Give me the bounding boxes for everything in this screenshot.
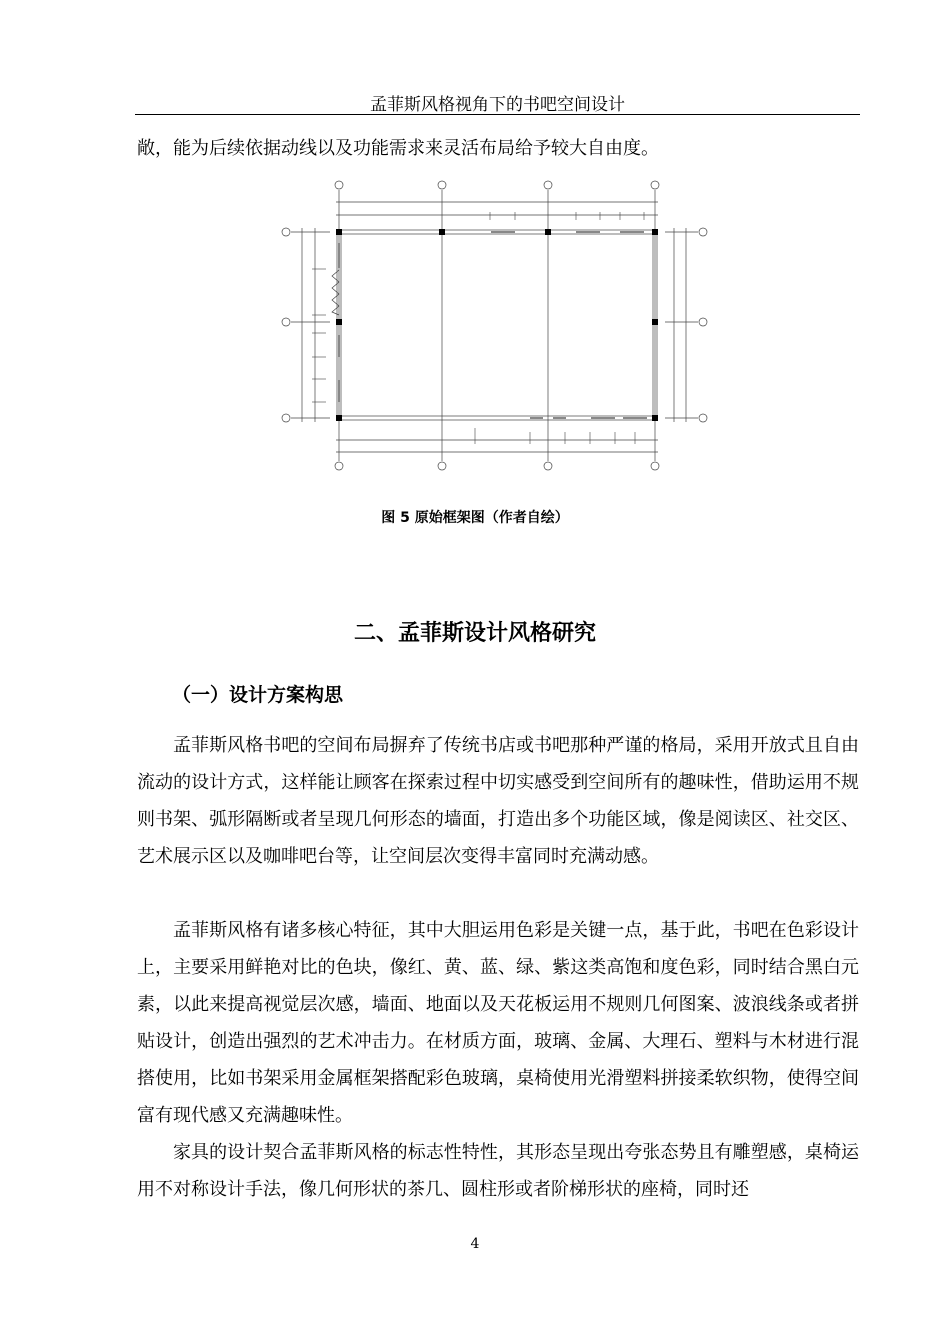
page-number: 4 [470,1236,480,1252]
paragraph-2: 孟菲斯风格有诸多核心特征，其中大胆运用色彩是关键一点，基于此，书吧在色彩设计上，主要采用鲜艳对比的色块，像红、黄、蓝、绿、紫这类高饱和度色彩，同时结合黑白元素，以此来提高视觉层次感，墙面、地面以及天花板运用不规则几何图案、波浪线条或者拼贴设计，创造出强烈的艺术冲击力。在材质方面，玻璃、金属、大理石、塑料与木材进行混搭使用，比如书架采用金属框架搭配彩色玻璃，桌椅使用光滑塑料拼接柔软织物，使得空间富有现代感又充满趣味性。 [137,920,859,1126]
continuation-text: 敞，能为后续依据动线以及功能需求来灵活布局给予较大自由度。 [137,138,659,159]
paragraph-3: 家具的设计契合孟菲斯风格的标志性特性，其形态呈现出夸张态势且有雕塑感，桌椅运用不对称设计手法，像几何形状的茶几、圆柱形或者阶梯形状的座椅，同时还 [137,1142,859,1200]
header-divider [135,114,860,115]
floor-plan-drawing [280,170,740,480]
running-header: 孟菲斯风格视角下的书吧空间设计 [370,95,625,115]
paragraph-1: 孟菲斯风格书吧的空间布局摒弃了传统书店或书吧那种严谨的格局，采用开放式且自由流动的设计方式，这样能让顾客在探索过程中切实感受到空间所有的趣味性，借助运用不规则书架、弧形隔断或者呈现几何形态的墙面，打造出多个功能区域，像是阅读区、社交区、艺术展示区以及咖啡吧台等，让空间层次变得丰富同时充满动感。 [137,735,859,867]
section-heading: 二、孟菲斯设计风格研究 [353,621,596,646]
subsection-heading: （一）设计方案构思 [172,684,344,706]
figure-caption: 图 5 原始框架图（作者自绘） [381,510,569,526]
